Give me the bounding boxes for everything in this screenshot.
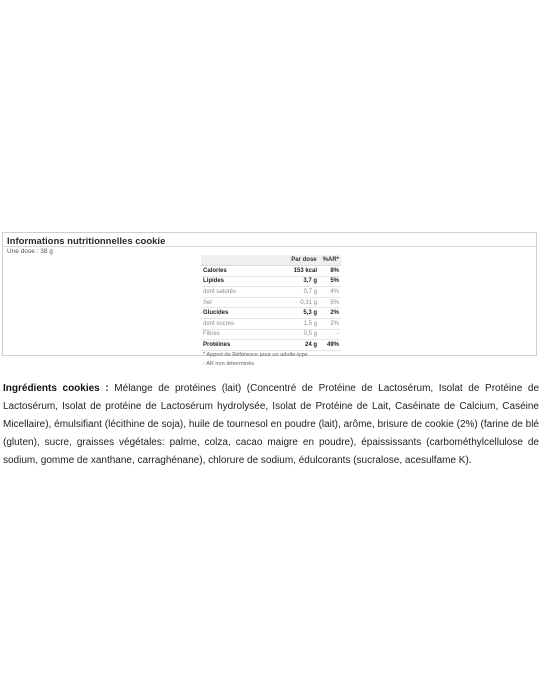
row-ar: 8% bbox=[330, 267, 339, 274]
row-name: Sel bbox=[203, 299, 212, 306]
row-name: dont saturés bbox=[203, 288, 237, 295]
row-ar: 5% bbox=[330, 299, 339, 306]
row-ar: 2% bbox=[330, 310, 339, 317]
table-row bbox=[201, 298, 341, 309]
row-dose: 0,31 g bbox=[300, 299, 317, 306]
row-dose: 1,5 g bbox=[303, 320, 317, 327]
row-dose: 0,5 g bbox=[303, 331, 317, 338]
row-name: Glucides bbox=[203, 310, 229, 317]
row-dose: 24 g bbox=[304, 341, 317, 348]
table-note-ar: * Apport de Référence pour un adulte-type bbox=[203, 351, 308, 358]
row-ar: 4% bbox=[330, 288, 339, 295]
table-header bbox=[201, 255, 341, 266]
row-name: Protéines bbox=[203, 341, 231, 348]
table-row bbox=[201, 277, 341, 288]
row-name: Calories bbox=[203, 267, 227, 274]
row-name: dont sucres bbox=[203, 320, 235, 327]
table-row bbox=[201, 330, 341, 341]
row-ar: 49% bbox=[326, 341, 339, 348]
serving-size: Une dose : 38 g bbox=[7, 248, 53, 255]
nutrition-panel bbox=[2, 232, 537, 367]
ingredients-paragraph bbox=[3, 380, 539, 470]
table-body bbox=[201, 266, 341, 351]
table-row bbox=[201, 319, 341, 330]
panel-title: Informations nutritionnelles cookie bbox=[7, 236, 166, 247]
nutrition-table bbox=[201, 255, 341, 369]
row-ar: - bbox=[337, 331, 339, 338]
table-row bbox=[201, 340, 341, 351]
row-ar: 2% bbox=[330, 320, 339, 327]
row-dose: 5,3 g bbox=[303, 310, 317, 317]
title-divider bbox=[3, 246, 536, 247]
header-ar: %AR* bbox=[322, 257, 339, 263]
table-row bbox=[201, 287, 341, 298]
row-dose: 3,7 g bbox=[303, 278, 317, 285]
ingredients-text: Mélange de protéines (lait) (Concentré de Protéine de Lactosérum, Isolat de Protéine de Lactosérum, Isolat de protéine de Lactosérum hydrolysée, Isolat de Protéine de Lait, Caséinate de Calcium, Caséine Micellaire), émulsifiant (lécithine de soja), huile de tournesol en poudre (lait), arôme, brisure de cookie (2%) (farine de blé (gluten), sucre, graisses végétales: palme, colza, cacao maigre en poudre), épaississants (carbométhylcellulose de sodium, gomme de xanthane, carraghénane), chlorure de sodium, édulcorants (sucralose, acesulfame K). bbox=[3, 383, 540, 466]
ingredients-label: Ingrédients cookies : bbox=[3, 383, 109, 394]
table-row bbox=[201, 308, 341, 319]
table-row bbox=[201, 266, 341, 277]
row-ar: 5% bbox=[330, 278, 339, 285]
table-note-undetermined: - AR non déterminés bbox=[203, 360, 254, 367]
row-name: Lipides bbox=[203, 278, 225, 285]
row-dose: 153 kcal bbox=[293, 267, 317, 274]
row-dose: 0,7 g bbox=[303, 288, 317, 295]
row-name: Fibres bbox=[203, 331, 220, 338]
header-per-dose: Par dose bbox=[291, 257, 317, 263]
